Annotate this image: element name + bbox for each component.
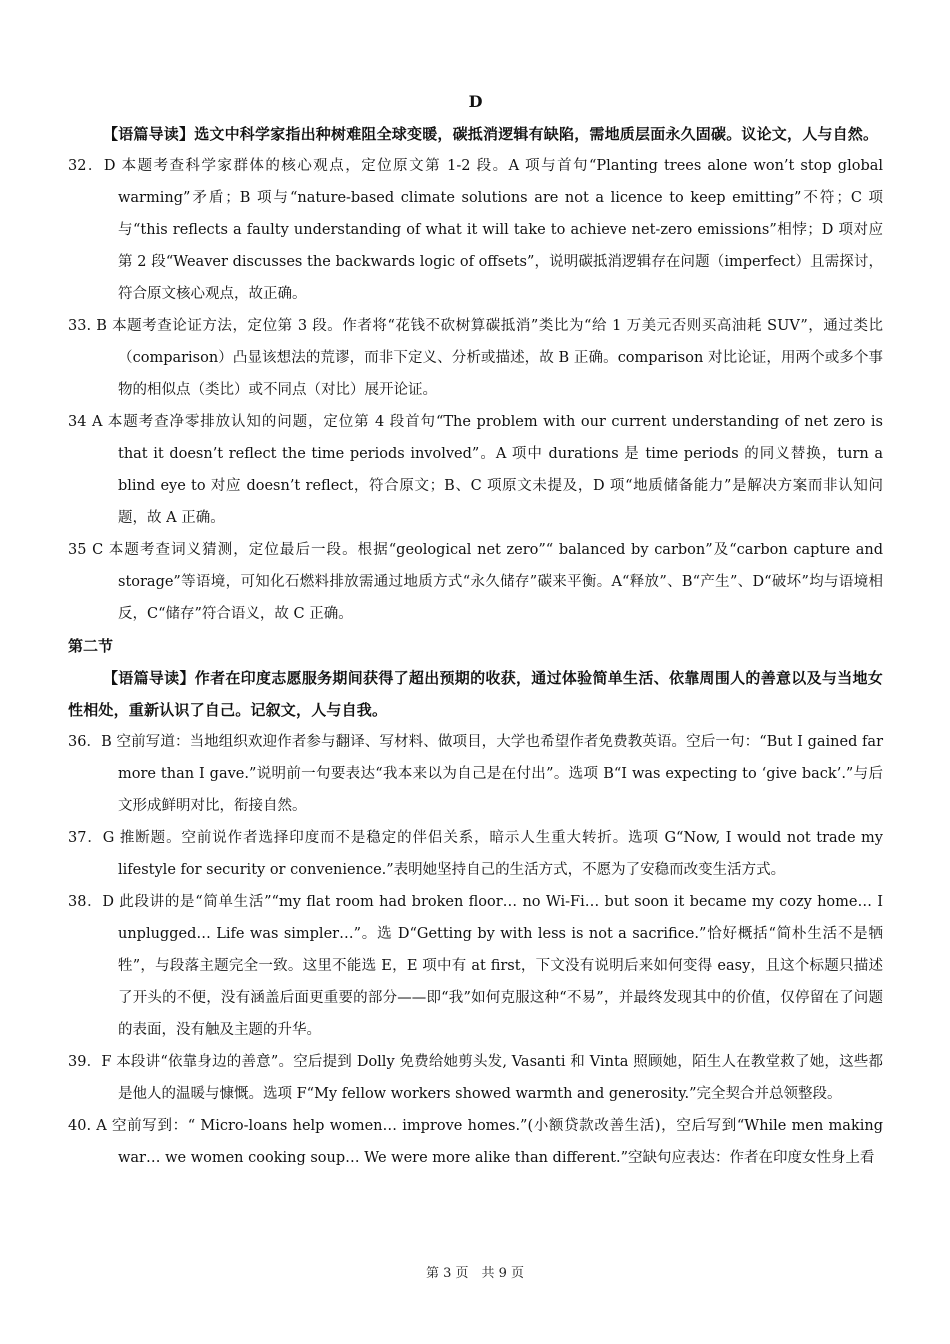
answer-item-39 bbox=[68, 1046, 883, 1110]
answer-explanation: 本题考查科学家群体的核心观点，定位原文第 1-2 段。A 项与首句“Planting trees alone won’t stop global warming”矛盾；B 项与“nature-based climate solutions are not a licence to keep emitting”不符；C 项与“this reflects a faulty understanding of what it will take to achieve net-zero emissions”相悖；D 项对应第 2 段“Weaver discusses the backwards logic of offsets”，说明碳抵消逻辑存在问题（imperfect）且需探讨，符合原文核心观点，故正确。 bbox=[118, 158, 884, 302]
answer-item-38 bbox=[68, 886, 883, 1046]
answer-item-34 bbox=[68, 406, 883, 534]
answer-number: 33. B bbox=[68, 318, 107, 334]
answer-item-40 bbox=[68, 1110, 883, 1174]
page-content bbox=[68, 86, 883, 1174]
answer-number: 32．D bbox=[68, 158, 116, 174]
answer-number: 39．F bbox=[68, 1054, 112, 1070]
answer-explanation: 本题考查词义猜测，定位最后一段。根据“geological net zero”“ balanced by carbon”及“carbon capture and storage”等语境，可知化石燃料排放需通过地质方式“永久储存”碳来平衡。A“释放”、B“产生”、D“破坏”均与语境相反，C“储存”符合语义，故 C 正确。 bbox=[108, 542, 884, 622]
answer-number: 38．D bbox=[68, 894, 114, 910]
answer-explanation: 本题考查净零排放认知的问题，定位第 4 段首句“The problem with our current understanding of net zero is that it doesn’t reflect the time periods involved”。A 项中 durations 是 time periods 的同义替换，turn a blind eye to 对应 doesn’t reflect，符合原文；B、C 项原文未提及，D 项“地质储备能力”是解决方案而非认知问题，故 A 正确。 bbox=[107, 414, 883, 526]
section-title: D bbox=[468, 92, 483, 111]
answer-explanation: 空前写道：当地组织欢迎作者参与翻译、写材料、做项目，大学也希望作者免费教英语。空后一句：“But I gained far more than I gave.”说明前一句要表达“我本来以为自己是在付出”。选项 B“I was expecting to ‘give back’.”与后文形成鲜明对比，衔接自然。 bbox=[116, 734, 884, 814]
reading-guide: 【语篇导读】作者在印度志愿服务期间获得了超出预期的收获，通过体验简单生活、依靠周围人的善意以及与当地女性相处，重新认识了自己。记叙文，人与自我。 bbox=[68, 669, 883, 719]
reading-guide: 【语篇导读】选文中科学家指出种树难阻全球变暖，碳抵消逻辑有缺陷，需地质层面永久固碳。议论文，人与自然。 bbox=[103, 125, 879, 143]
answer-explanation: 推断题。空前说作者选择印度而不是稳定的伴侣关系，暗示人生重大转折。选项 G“Now, I would not trade my lifestyle for security or convenience.”表明她坚持自己的生活方式，不愿为了安稳而改变生活方式。 bbox=[118, 830, 883, 878]
answer-item-33 bbox=[68, 310, 883, 406]
answer-number: 36．B bbox=[68, 734, 112, 750]
page-footer: 第 3 页 共 9 页 bbox=[425, 1266, 525, 1281]
answer-number: 40. A bbox=[68, 1118, 107, 1134]
answer-explanation: 本段讲“依靠身边的善意”。空后提到 Dolly 免费给她剪头发, Vasanti 和 Vinta 照顾她，陌生人在教堂救了她，这些都是他人的温暖与慷慨。选项 F“My fellow workers showed warmth and generosity.”完全契合并总领整段。 bbox=[116, 1054, 883, 1102]
answer-number: 35 C bbox=[68, 542, 104, 558]
answer-item-32 bbox=[68, 150, 883, 310]
answer-item-37 bbox=[68, 822, 883, 886]
answer-item-35 bbox=[68, 534, 883, 630]
answer-explanation: 此段讲的是“简单生活”“my flat room had broken floor… no Wi-Fi… but soon it became my cozy home… I unplugged… Life was simpler…”。选 D“Getting by with less is not a sacrifice.”恰好概括“简朴生活不是牺牲”，与段落主题完全一致。这里不能选 E，E 项中有 at first，下文没有说明后来如何变得 easy，且这个标题只描述了开头的不便，没有涵盖后面更重要的部分——即“我”如何克服这种“不易”，并最终发现其中的价值，仅停留在了问题的表面，没有触及主题的升华。 bbox=[118, 894, 884, 1038]
answer-explanation: 本题考查论证方法，定位第 3 段。作者将“花钱不砍树算碳抵消”类比为“给 1 万美元否则买高油耗 SUV”，通过类比（comparison）凸显该想法的荒谬，而非下定义、分析或描述，故 B 正确。comparison 对比论证，用两个或多个事物的相似点（类比）或不同点（对比）展开论证。 bbox=[112, 318, 884, 398]
answer-explanation: 空前写到：“ Micro-loans help women… improve homes.”(小额贷款改善生活)，空后写到“While men making war… we women cooking soup… We were more alike than different.”空缺句应表达：作者在印度女性身上看 bbox=[112, 1118, 883, 1166]
answer-item-36 bbox=[68, 726, 883, 822]
answer-number: 37．G bbox=[68, 830, 115, 846]
section-heading: 第二节 bbox=[68, 637, 114, 655]
answer-number: 34 A bbox=[68, 414, 103, 430]
